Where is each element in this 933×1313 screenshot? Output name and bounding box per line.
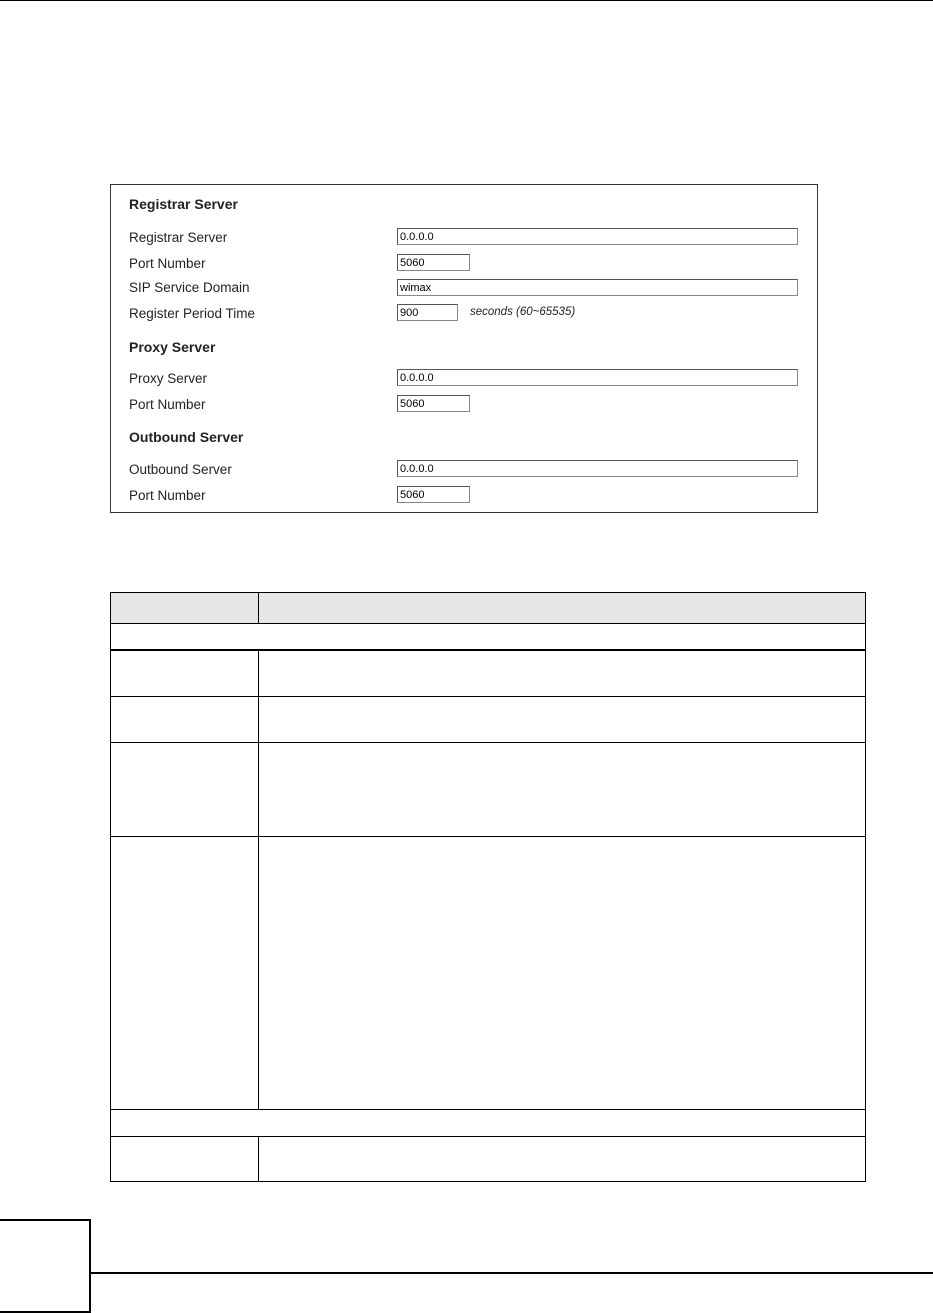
proxy-port-input[interactable] bbox=[397, 395, 470, 412]
registrar-server-label: Registrar Server bbox=[129, 230, 228, 245]
table-row bbox=[111, 742, 865, 836]
table-group-row bbox=[111, 624, 865, 651]
table-header-row bbox=[111, 593, 865, 624]
register-period-input[interactable] bbox=[397, 304, 458, 321]
outbound-port-label: Port Number bbox=[129, 488, 206, 503]
sip-service-domain-label: SIP Service Domain bbox=[129, 280, 250, 295]
proxy-server-label: Proxy Server bbox=[129, 371, 208, 386]
register-period-hint: seconds (60~65535) bbox=[470, 306, 576, 318]
table-cell bbox=[111, 697, 259, 742]
description-table bbox=[110, 592, 866, 1182]
table-group-row bbox=[111, 1109, 865, 1136]
proxy-section-title: Proxy Server bbox=[129, 339, 216, 355]
register-period-label: Register Period Time bbox=[129, 306, 256, 321]
proxy-port-label: Port Number bbox=[129, 397, 206, 412]
registrar-section-title: Registrar Server bbox=[129, 196, 238, 212]
table-cell bbox=[111, 837, 259, 1109]
outbound-server-input[interactable] bbox=[397, 460, 798, 477]
registrar-port-label: Port Number bbox=[129, 256, 206, 271]
proxy-server-input[interactable] bbox=[397, 369, 798, 386]
registrar-server-input[interactable] bbox=[397, 228, 798, 245]
sip-service-domain-input[interactable] bbox=[397, 279, 798, 296]
table-row bbox=[111, 651, 865, 696]
table-header-cell bbox=[111, 593, 259, 623]
top-rule bbox=[0, 0, 933, 1]
table-cell bbox=[111, 651, 259, 696]
outbound-server-label: Outbound Server bbox=[129, 462, 232, 477]
table-row bbox=[111, 836, 865, 1109]
footer-rule bbox=[91, 1272, 933, 1274]
outbound-section-title: Outbound Server bbox=[129, 429, 244, 445]
registrar-port-input[interactable] bbox=[397, 254, 470, 271]
table-cell bbox=[111, 1137, 259, 1181]
outbound-port-input[interactable] bbox=[397, 486, 470, 503]
table-cell bbox=[111, 743, 259, 836]
sip-server-settings-panel bbox=[110, 184, 818, 513]
table-row bbox=[111, 1136, 865, 1181]
page-number-box bbox=[0, 1219, 91, 1313]
table-row bbox=[111, 696, 865, 742]
